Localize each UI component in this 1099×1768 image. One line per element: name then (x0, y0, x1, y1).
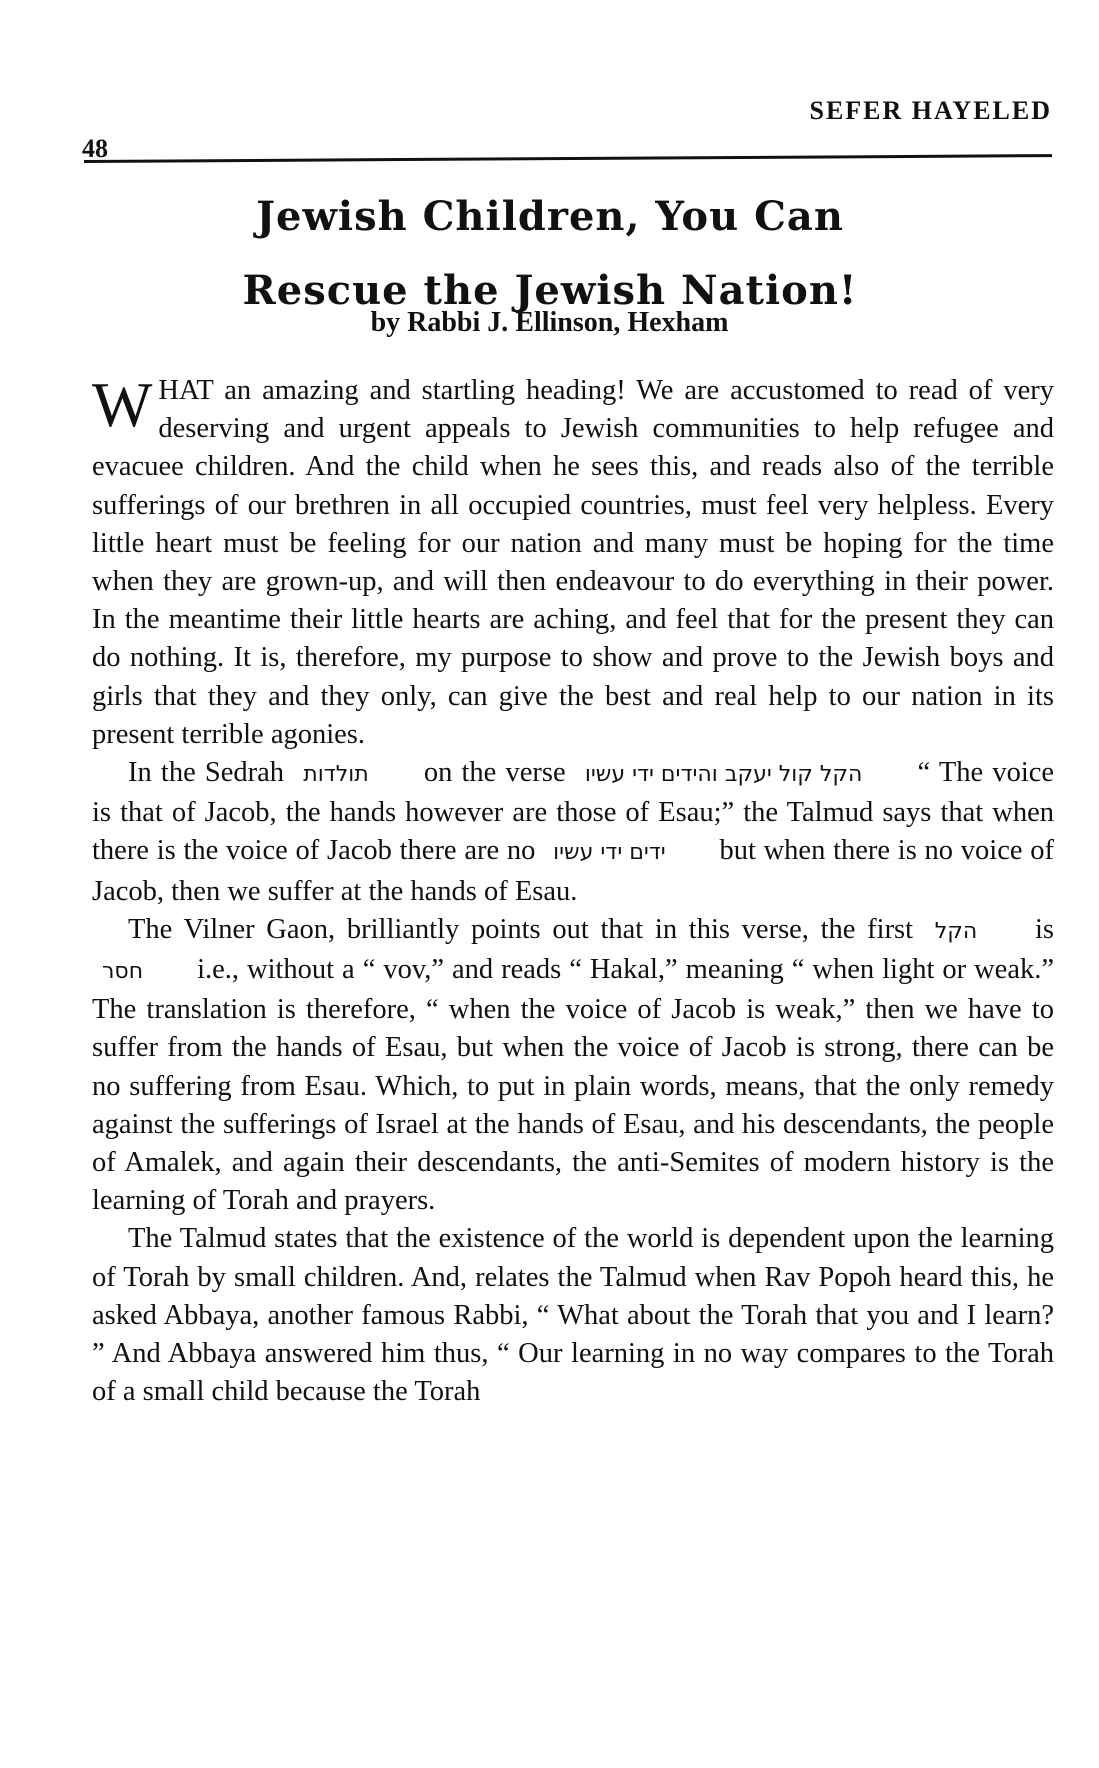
paragraph-3 (92, 911, 1054, 1221)
article-body (92, 369, 1055, 1411)
article-title (130, 180, 970, 328)
paragraph-3-text-b: is (1035, 913, 1055, 945)
hebrew-yadayim: ידים ידי עשיו (553, 840, 666, 866)
running-head: SEFER HAYELED (809, 96, 1052, 125)
title-line-1: Jewish Children, You Can (256, 193, 844, 240)
hebrew-chaser: חסר (102, 959, 144, 985)
paragraph-2-text-c: “ The voice is that of Jacob, the hands however are those of Esau;” the Talmud says that when there is the voice of Jacob there are no (92, 757, 1055, 867)
byline: by Rabbi J. Ellinson, Hexham (370, 307, 729, 338)
header-rule (84, 154, 1052, 163)
paragraph-4: The Talmud states that the existence of the world is dependent upon the learning of Torah by small children. And, relates the Talmud when Rav Popoh heard this, he asked Abbaya, another famous Rabbi, “ What about the Torah that you and I learn? ” And Abbaya answered him thus, “ Our learning in no way compares to the Torah of a small child because the Torah (92, 1223, 1054, 1408)
page-number: 48 (82, 134, 108, 163)
paragraph-1 (92, 369, 1054, 754)
paragraph-2-text-a: In the Sedrah (128, 757, 285, 789)
paragraph-3-text-a: The Vilner Gaon, brilliantly points out that in this verse, the first (128, 913, 914, 945)
hebrew-verse: הקל קול יעקב והידים ידי עשיו (584, 762, 863, 788)
paragraph-2-text-b: on the verse (423, 757, 566, 789)
paragraph-2 (92, 754, 1054, 911)
drop-cap: W (92, 369, 153, 440)
paragraph-1-text: HAT an amazing and startling heading! We are accustomed to read of very deserving and urgent appeals to Jewish communities to help refugee and evacuee children. And the child when he sees this, and reads also of the terrible sufferings of our brethren in all occupied countries, must feel very helpless. Every little heart must be feeling for our nation and many must be hoping for the time when they are grown-up, and will then endeavour to do everything in their power. In the meantime their little hearts are aching, and feel that for the present they can do nothing. It is, therefore, my purpose to show and prove to the Jewish boys and girls that they and they only, can give the best and real help to our nation in its present terrible agonies. (92, 375, 1054, 750)
hebrew-toldot: תולדות (303, 762, 369, 788)
title-line-2: Rescue the Jewish Nation! (242, 267, 858, 314)
hebrew-hakol: הקל (934, 918, 978, 944)
paragraph-2-text-d: but when there is no voice of Jacob, then we suffer at the hands of Esau. (92, 835, 1055, 907)
paragraph-3-text-c: i.e., without a “ vov,” and reads “ Hakal,” meaning “ when light or weak.” The translation is therefore, “ when the voice of Jacob is weak,” then we have to suffer from the hands of Esau, but when the voice of Jacob is strong, there can be no suffering from Esau. Which, to put in plain words, means, that the only remedy against the sufferings of Israel at the hands of Esau, and his descendants, the people of Amalek, and again their descendants, the anti-Semites of modern history is the learning of Torah and prayers. (92, 954, 1054, 1217)
